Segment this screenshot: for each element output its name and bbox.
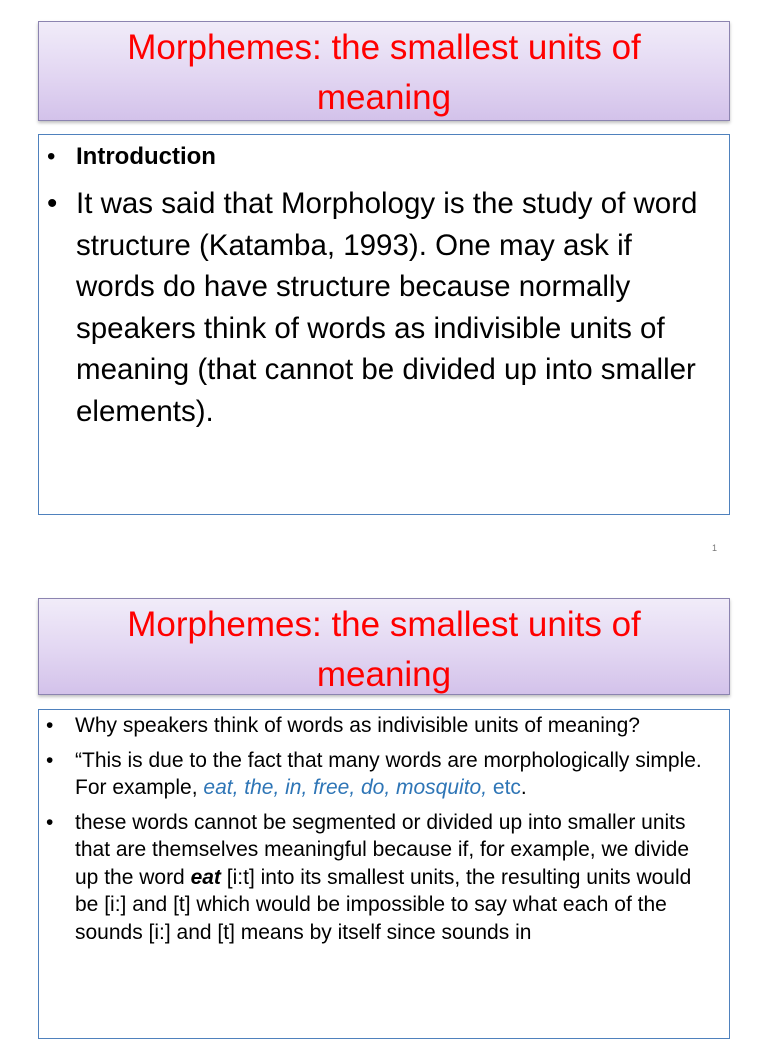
page-number: 1	[712, 543, 718, 553]
slide-1-content	[38, 134, 730, 515]
eat-word: eat	[190, 865, 221, 889]
slide-2-bullet-explanation	[46, 809, 717, 947]
slide-2-title	[38, 598, 730, 695]
bullet-icon: •	[47, 187, 58, 220]
bullet-icon: •	[46, 810, 54, 834]
slide-2-bullet-question	[46, 712, 717, 740]
slide-2-title-line-1: Morphemes: the smallest units of	[127, 605, 641, 644]
quote-text: “This is due to the fact that many words are morphologically simple. For example,	[75, 748, 702, 799]
slide-2-content	[38, 709, 730, 1039]
etc-text: etc	[487, 776, 521, 799]
bullet-icon: •	[46, 748, 54, 772]
slide-1-bullet-list	[39, 135, 729, 432]
morphology-paragraph: It was said that Morphology is the study of word structure (Katamba, 1993). One may ask if words do have structure because normally speakers think of words as indivisible units of meaning (that cannot be divided up into smaller elements).	[76, 187, 698, 428]
slide-1-title	[38, 21, 730, 121]
slide-1-bullet-introduction	[47, 139, 709, 175]
slide-2-bullet-quote	[46, 747, 717, 802]
explanation-text-2: [i:t] into its smallest units, the resulting units would be [i:] and [t] which would be impossible to say what each of the sounds [i:] and [t] means by itself since sounds in	[75, 865, 692, 944]
explanation-text-1: these words cannot be segmented or divided up into smaller units that are themselves meaningful because if, for example, we divide up the word	[75, 810, 689, 889]
example-words: eat, the, in, free, do, mosquito,	[203, 776, 488, 799]
slide-1-title-line-2: meaning	[316, 78, 452, 117]
slide-2-title-line-2: meaning	[316, 655, 452, 694]
slide-2-bullet-list	[39, 710, 729, 946]
slide-1-title-line-1: Morphemes: the smallest units of	[127, 28, 641, 67]
bullet-icon: •	[47, 143, 56, 170]
bullet-icon: •	[46, 714, 54, 737]
quote-end: .	[520, 776, 527, 799]
slide-1-bullet-paragraph	[47, 183, 709, 432]
question-text: Why speakers think of words as indivisible units of meaning?	[75, 714, 640, 737]
introduction-heading: Introduction	[76, 143, 216, 170]
